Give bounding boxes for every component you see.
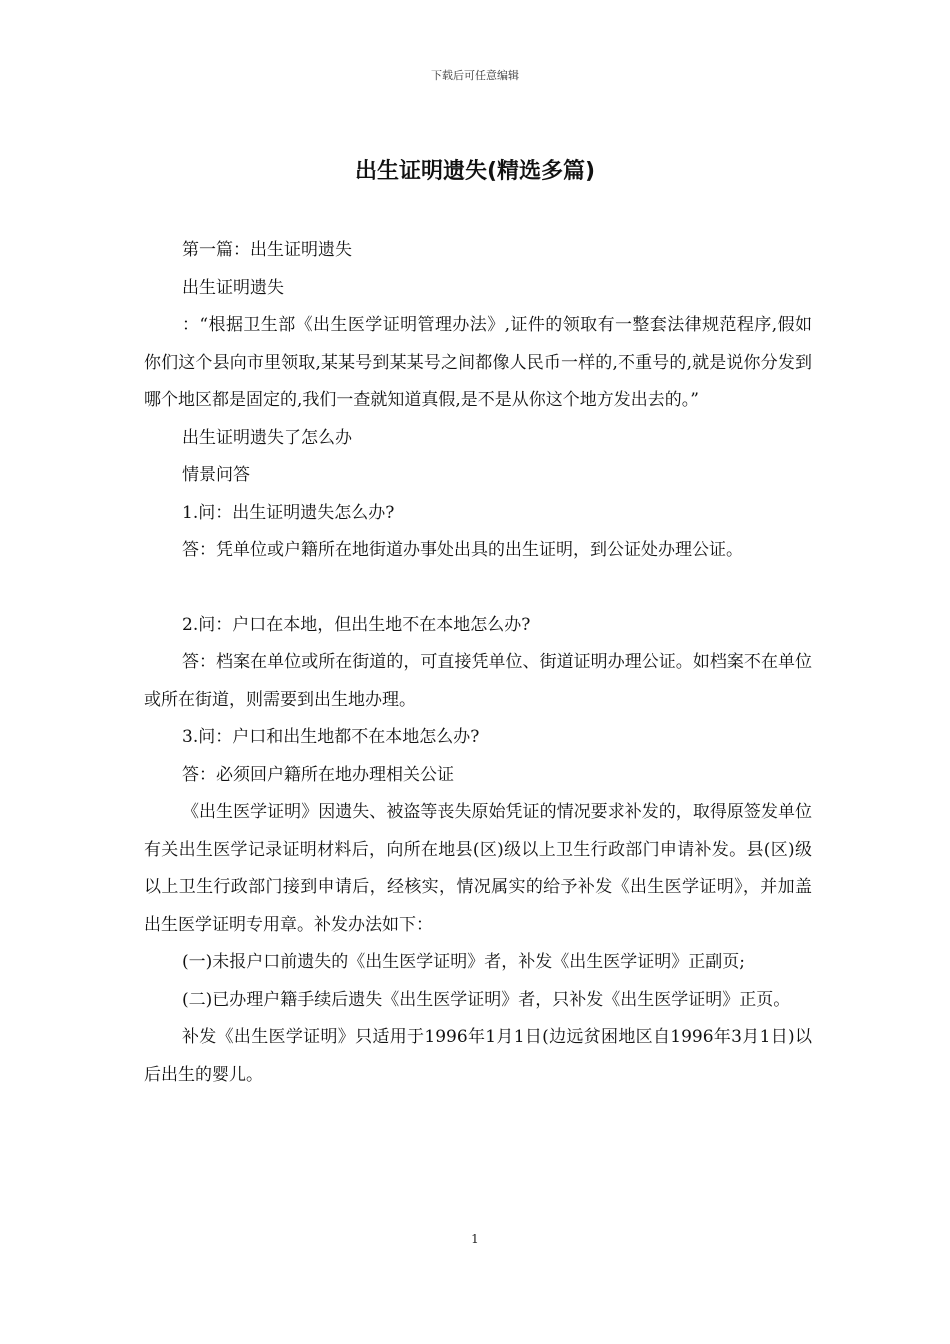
answer: 答：凭单位或户籍所在地街道办事处出具的出生证明，到公证处办理公证。 bbox=[182, 540, 743, 560]
answer: 答：档案在单位或所在街道的，可直接凭单位、街道证明办理公证。如档案不在单位或所在街道，则需要到出生地办理。 bbox=[144, 652, 812, 710]
header-note: 下载后可任意编辑 bbox=[431, 69, 519, 82]
paragraph: 出生证明遗失了怎么办 bbox=[182, 427, 352, 448]
document-title: 出生证明遗失(精选多篇) bbox=[354, 159, 596, 184]
question: 2.问：户口在本地，但出生地不在本地怎么办? bbox=[182, 614, 531, 635]
question: 1.问：出生证明遗失怎么办? bbox=[182, 502, 395, 523]
question: 3.问：户口和出生地都不在本地怎么办? bbox=[182, 727, 480, 747]
section-heading: 第一篇：出生证明遗失 bbox=[182, 240, 352, 260]
paragraph: ：“根据卫生部《出生医学证明管理办法》,证件的领取有一整套法律规范程序,假如你们这个县向市里领取,某某号到某某号之间都像人民币一样的,不重号的,就是说你分发到哪个地区都是固定的,我们一查就知道真假,是不是从你这个地方发出去的。” bbox=[144, 315, 812, 410]
list-item: (二)已办理户籍手续后遗失《出生医学证明》者，只补发《出生医学证明》正页。 bbox=[182, 989, 791, 1010]
paragraph: 情景问答 bbox=[182, 465, 250, 485]
paragraph: 补发《出生医学证明》只适用于1996年1月1日(边远贫困地区自1996年3月1日)以后出生的婴儿。 bbox=[144, 1027, 812, 1085]
answer: 答：必须回户籍所在地办理相关公证 bbox=[182, 764, 454, 785]
page-number: 1 bbox=[471, 1232, 479, 1246]
paragraph: 出生证明遗失 bbox=[182, 277, 284, 298]
list-item: (一)未报户口前遗失的《出生医学证明》者，补发《出生医学证明》正副页; bbox=[182, 952, 745, 972]
document-body bbox=[144, 232, 812, 1094]
paragraph: 《出生医学证明》因遗失、被盗等丧失原始凭证的情况要求补发的，取得原签发单位有关出生医学记录证明材料后，向所在地县(区)级以上卫生行政部门申请补发。县(区)级以上卫生行政部门接到申请后，经核实，情况属实的给予补发《出生医学证明》，并加盖出生医学证明专用章。补发办法如下： bbox=[144, 802, 812, 935]
